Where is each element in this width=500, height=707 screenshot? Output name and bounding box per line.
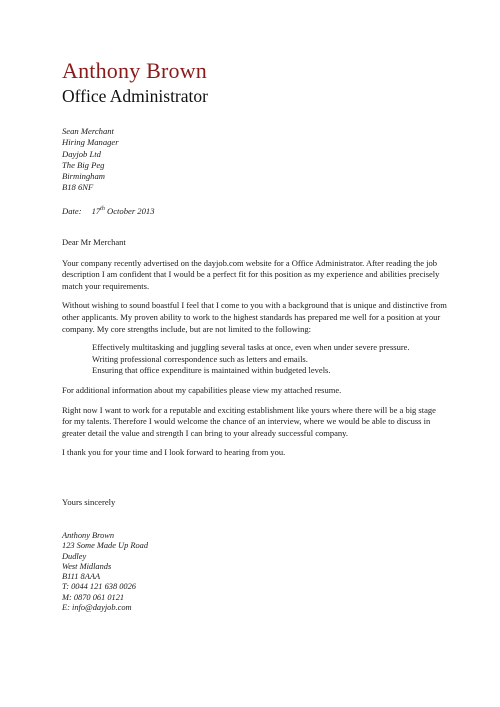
signature-postcode: B111 8AAA: [62, 572, 101, 582]
applicant-job-title: Office Administrator: [62, 86, 208, 106]
letter-date: [62, 206, 155, 217]
signature-email: E: info@dayjob.com: [62, 603, 132, 613]
strengths-list: [92, 342, 447, 377]
strength-item: Ensuring that office expenditure is maintained within budgeted levels.: [92, 365, 331, 376]
recipient-postcode: B18 6NF: [62, 182, 94, 193]
closing: Yours sincerely: [62, 497, 116, 507]
recipient-city: Birmingham: [62, 171, 105, 182]
recipient-role: Hiring Manager: [62, 137, 119, 148]
date-month-year: October 2013: [107, 206, 155, 216]
paragraph-interview: Right now I want to work for a reputable and exciting establishment like yours where there will be a big stage for my talents. Therefore I would welcome the chance of an interview, where we would be able to discuss in greater detail the value and strength I can bring to your already successful company.: [62, 404, 436, 438]
signature-name: Anthony Brown: [62, 531, 115, 540]
paragraph-resume: For additional information about my capabilities please view my attached resume.: [62, 384, 342, 395]
applicant-name: Anthony Brown: [62, 58, 207, 83]
paragraph-background: Without wishing to sound boastful I feel that I come to you with a background that is unique and distinctive from other applicants. My proven ability to work to the highest standards has prepared me well for a position at your company. My core strengths include, but are not limited to the following:: [62, 300, 447, 334]
paragraph-intro: Your company recently advertised on the dayjob.com website for a Office Administrator. After reading the job description I am confident that I would be a perfect fit for this position as my experience and abilities precisely match your requirements.: [62, 257, 440, 291]
letter-body: [62, 237, 447, 467]
recipient-street: The Big Peg: [62, 159, 105, 170]
recipient-name: Sean Merchant: [62, 126, 114, 136]
paragraph-thanks: I thank you for your time and I look forward to hearing from you.: [62, 447, 286, 458]
signature-block: [62, 531, 148, 613]
date-suffix: th: [100, 206, 105, 213]
signature-county: West Midlands: [62, 561, 112, 571]
recipient-company: Dayjob Ltd: [62, 148, 101, 159]
salutation: Dear Mr Merchant: [62, 237, 126, 247]
strength-item: Effectively multitasking and juggling several tasks at once, even when under severe pressure.: [92, 342, 410, 353]
strength-item: Writing professional correspondence such as letters and emails.: [92, 353, 308, 364]
recipient-address: [62, 126, 119, 194]
signature-town: Dudley: [62, 551, 87, 561]
signature-mobile: M: 0870 061 0121: [62, 592, 125, 602]
signature-telephone: T: 0044 121 638 0026: [62, 582, 136, 592]
date-label: Date:: [62, 206, 82, 216]
date-day: 17: [91, 206, 101, 216]
signature-street: 123 Some Made Up Road: [62, 541, 149, 551]
